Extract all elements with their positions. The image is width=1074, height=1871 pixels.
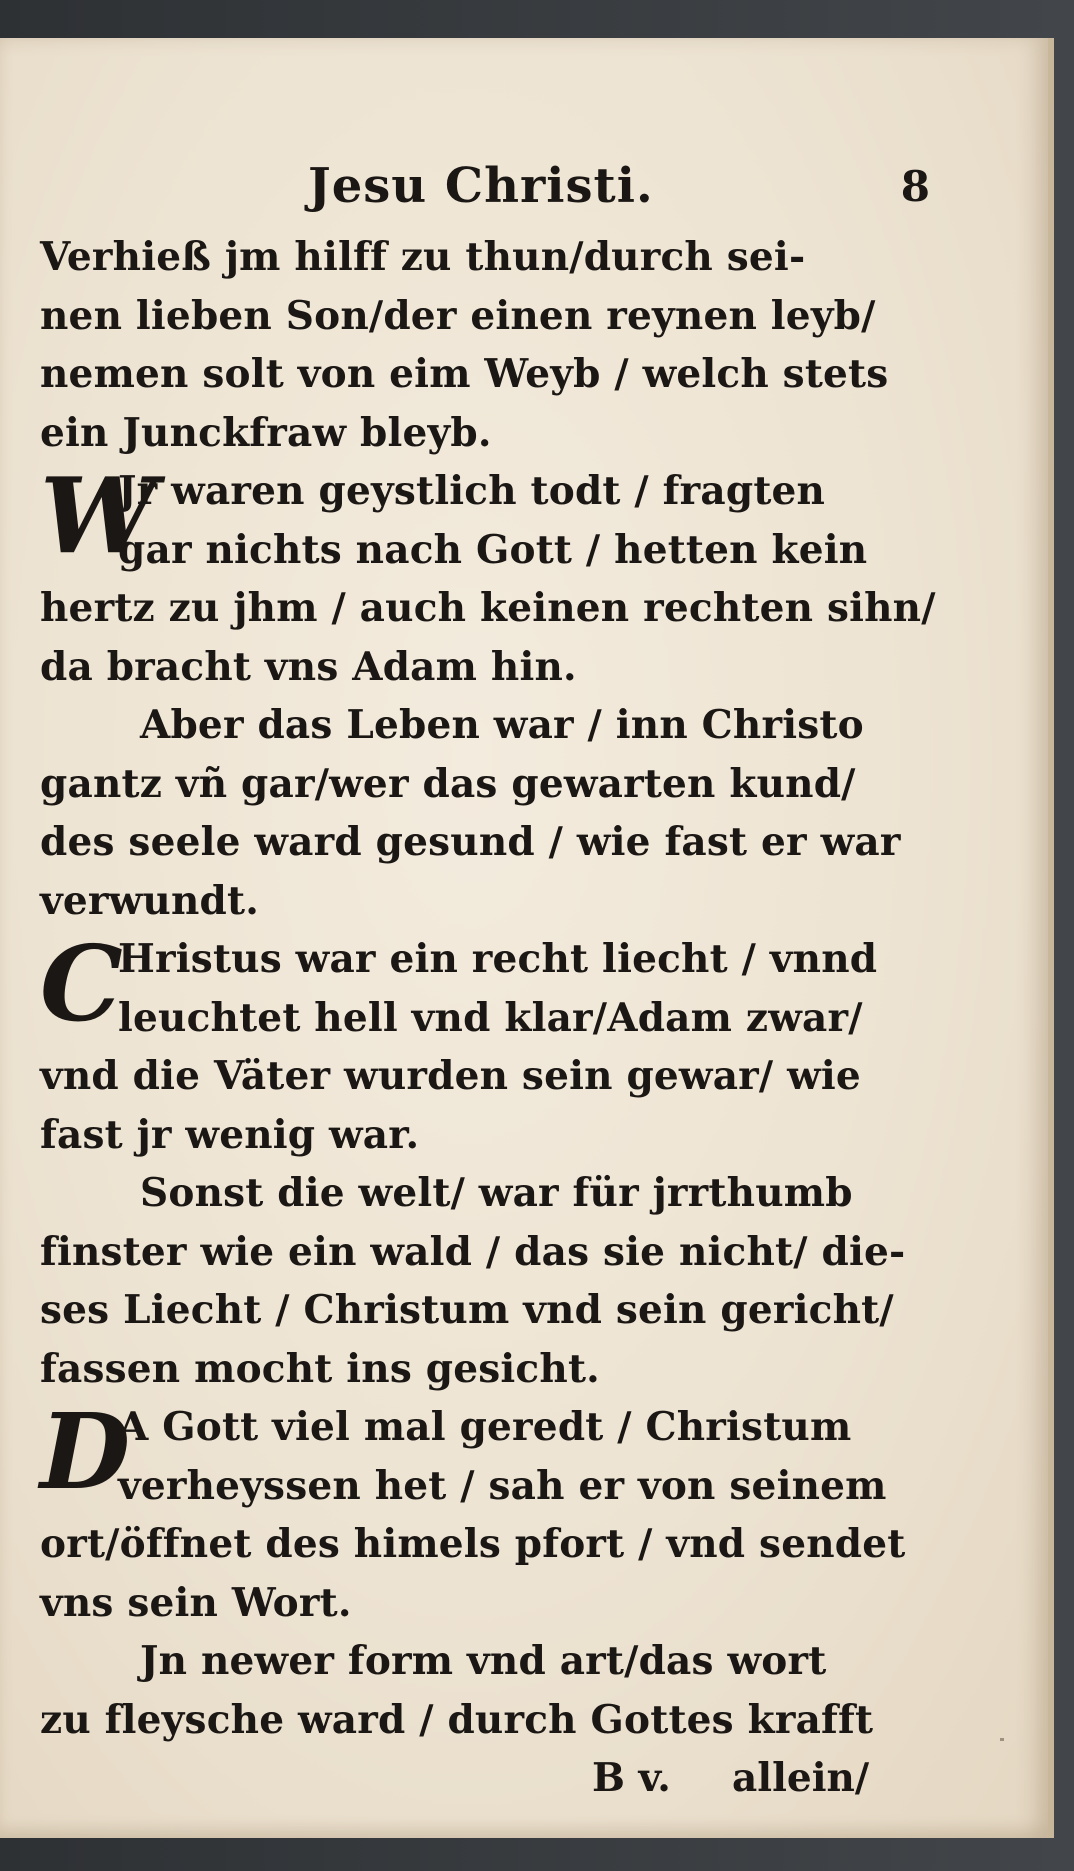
stanza-4 [40, 922, 920, 1164]
text-line: des seele ward gesund / wie fast er war [40, 819, 901, 865]
text-line: nen lieben Son/der einen reynen leyb/ [40, 292, 876, 339]
page-text [40, 158, 936, 1808]
stanza-6 [40, 1390, 920, 1632]
text-line: verwundt. [40, 877, 259, 924]
text-line: A Gott viel mal geredt / Christum [118, 1404, 852, 1450]
text-line: vnd die Väter wurden sein gewar/ wie [40, 1053, 861, 1099]
text-line: verheyssen het / sah er von seinem [118, 1462, 887, 1509]
book-page [0, 38, 1054, 1838]
text-line: ses Liecht / Christum vnd sein gericht/ [40, 1287, 894, 1333]
stanza-3 [40, 696, 920, 930]
text-line: gantz vñ gar/wer das gewarten kund/ [40, 760, 856, 807]
stanza-5 [40, 1164, 920, 1398]
stanza-7 [40, 1632, 920, 1749]
text-line: gar nichts nach Gott / hetten kein [118, 526, 868, 573]
text-line: Hristus war ein recht liecht / vnnd [118, 936, 878, 982]
text-line: Jn newer form vnd art/das wort [140, 1638, 827, 1684]
running-header [40, 158, 930, 228]
catchline [40, 1749, 920, 1808]
catchword: allein/ [732, 1755, 870, 1801]
text-line: Verhieß jm hilff zu thun/durch sei- [40, 234, 806, 280]
drop-initial-d: D [40, 1390, 131, 1513]
paper-speck [1000, 1738, 1004, 1741]
stanza-2 [40, 454, 936, 696]
text-line: ein Junckfraw bleyb. [40, 409, 492, 456]
text-line: fassen mocht ins gesicht. [40, 1345, 600, 1392]
text-line: fast jr wenig war. [40, 1111, 420, 1158]
signature-mark: B v. [592, 1755, 671, 1801]
text-line: ort/öffnet des himels pfort / vnd sendet [40, 1521, 906, 1567]
stanza-1 [40, 228, 920, 462]
drop-initial-c: C [40, 922, 123, 1045]
running-title: Jesu Christi. [308, 158, 654, 214]
text-line: leuchtet hell vnd klar/Adam zwar/ [118, 994, 863, 1041]
page-number: 8 [900, 162, 930, 211]
text-line: Sonst die welt/ war für jrrthumb [140, 1170, 853, 1216]
text-line: da bracht vns Adam hin. [40, 643, 577, 690]
text-line: finster wie ein wald / das sie nicht/ die- [40, 1228, 906, 1275]
text-line: zu fleysche ward / durch Gottes krafft [40, 1696, 874, 1743]
text-line: vns sein Wort. [40, 1579, 352, 1626]
text-line: Aber das Leben war / inn Christo [140, 702, 864, 748]
text-line: Jr waren geystlich todt / fragten [118, 468, 826, 514]
drop-initial-w: W [40, 454, 157, 577]
text-line: hertz zu jhm / auch keinen rechten sihn/ [40, 585, 936, 631]
text-line: nemen solt von eim Weyb / welch stets [40, 351, 889, 397]
